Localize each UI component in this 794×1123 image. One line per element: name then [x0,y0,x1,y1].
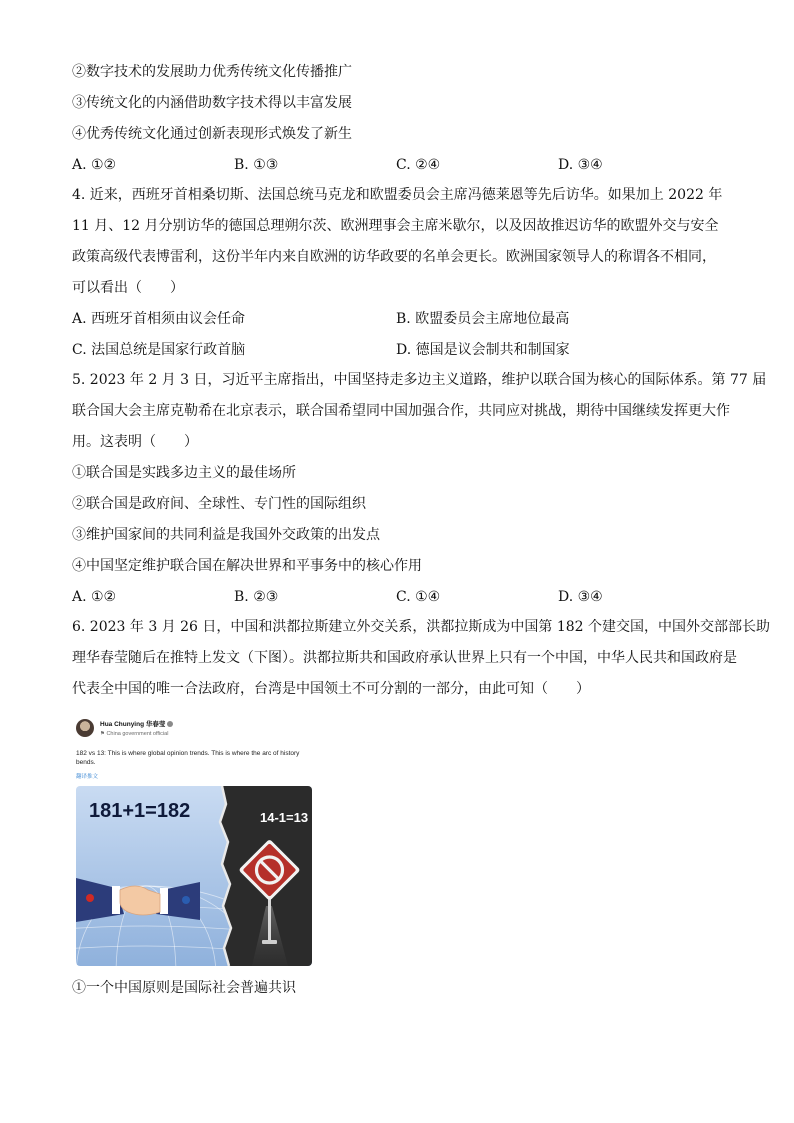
question-5-stem [72,365,767,458]
stem-line: 11 月、12 月分别访华的德国总理朔尔茨、欧洲理事会主席米歇尔，以及因故推迟访华的欧盟外交与安全 [72,218,719,234]
stem-line: 6. 2023 年 3 月 26 日，中国和洪都拉斯建立外交关系，洪都拉斯成为中国第 182 个建交国，中国外交部部长助 [72,619,771,635]
tweet-author-label: ⚑ China government official [100,731,169,737]
q5-option-2: ②联合国是政府间、全球性、专门性的国际组织 [72,496,366,512]
avatar [76,719,94,737]
honduras-flag-pin [182,896,190,904]
option-3: ③传统文化的内涵借助数字技术得以丰富发展 [72,95,352,111]
option-4: ④优秀传统文化通过创新表现形式焕发了新生 [72,126,352,142]
choice-b: B. 欧盟委员会主席地位最高 [396,311,570,327]
stem-line: 政策高级代表博雷利，这份半年内来自欧洲的访华政要的名单会更长。欧洲国家领导人的称谓各不相同， [72,249,716,265]
tweet-text: 182 vs 13: This is where global opinion trends. This is where the arc of history bends. [76,750,300,766]
stem-line: 联合国大会主席克勒希在北京表示，联合国希望同中国加强合作，共同应对挑战，期待中国继续发挥更大作 [72,403,730,419]
question-4-stem [72,180,722,304]
left-cuff [112,886,120,914]
q5-option-3: ③维护国家间的共同利益是我国外交政策的出发点 [72,527,380,543]
tweet-header [76,714,316,742]
tweet-figure [76,714,316,966]
choice-a: A. ①② [72,589,117,605]
choice-c: C. ②④ [396,157,441,173]
translate-link[interactable]: 翻译推文 [76,774,99,780]
q4-choices-row-1 [72,309,722,329]
option-2: ②数字技术的发展助力优秀传统文化传播推广 [72,64,352,80]
verified-icon [167,721,173,727]
choice-a: A. 西班牙首相须由议会任命 [72,311,246,327]
choice-c: C. ①④ [396,589,441,605]
document-page [72,62,771,1009]
stem-line: 4. 近来，西班牙首相桑切斯、法国总统马克龙和欧盟委员会主席冯德莱恩等先后访华。如果加上 2022 年 [72,187,723,203]
choice-d: D. ③④ [558,589,603,605]
choice-a: A. ①② [72,157,117,173]
q4-choices-row-2 [72,340,722,360]
right-cuff [160,888,168,914]
q5-option-4: ④中国坚定维护联合国在解决世界和平事务中的核心作用 [72,558,422,574]
stem-line: 理华春莹随后在推特上发文（下图）。洪都拉斯共和国政府承认世界上只有一个中国，中华人民共和国政府是 [72,650,737,666]
choice-d: D. 德国是议会制共和制国家 [396,342,570,358]
stem-line: 可以看出（ ） [72,280,184,296]
q6-option-1: ①一个中国原则是国际社会普遍共识 [72,980,296,996]
left-equation: 181+1=182 [89,800,191,822]
q5-option-1: ①联合国是实践多边主义的最佳场所 [72,465,296,481]
tweet-image [76,786,312,966]
tweet-author: Hua Chunying 华春莹 [100,719,173,728]
stem-line: 代表全中国的唯一合法政府，台湾是中国领土不可分割的一部分，由此可知（ ） [72,681,590,697]
right-equation: 14-1=13 [260,810,309,825]
stem-line: 用。这表明（ ） [72,434,198,450]
q5-choices [72,587,722,607]
choice-c: C. 法国总统是国家行政首脑 [72,342,246,358]
choice-d: D. ③④ [558,157,603,173]
choice-b: B. ②③ [234,589,279,605]
q3-choices [72,155,722,175]
choice-b: B. ①③ [234,157,279,173]
stem-line: 5. 2023 年 2 月 3 日，习近平主席指出，中国坚持走多边主义道路，维护以联合国为核心的国际体系。第 77 届 [72,372,767,388]
question-6-stem [72,612,771,705]
china-flag-pin [86,894,94,902]
